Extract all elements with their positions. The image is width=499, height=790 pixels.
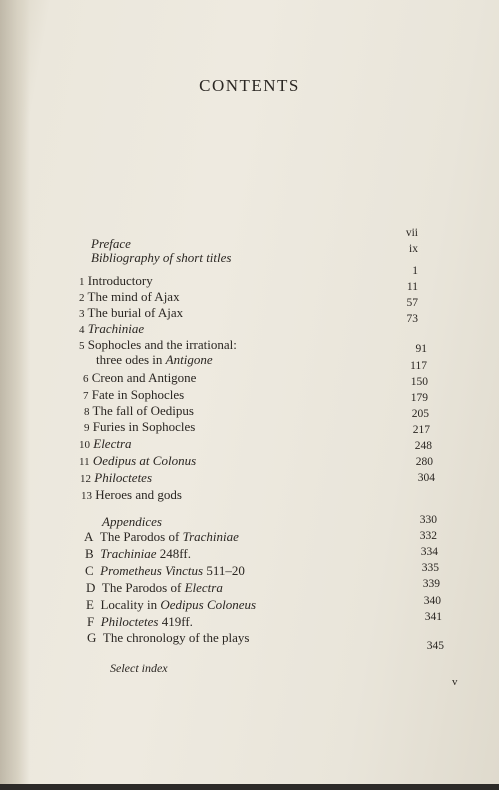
toc-chapter-13-page: 304: [417, 472, 435, 484]
toc-appendix-b-page: 334: [420, 546, 438, 558]
toc-appendix-a-page: 332: [419, 530, 437, 542]
page-folio: v: [452, 676, 458, 688]
toc-preface-page: vii: [405, 227, 418, 239]
toc-appendix-e: E Locality in Oedipus Coloneus: [86, 597, 257, 612]
toc-chapter-4: 4 Trachiniae: [79, 321, 145, 336]
toc-appendix-d: D The Parodos of Electra: [86, 580, 223, 595]
toc-chapter-11-page: 248: [414, 440, 432, 452]
page-bottom-edge: [0, 784, 499, 790]
toc-chapter-9-page: 205: [411, 408, 429, 420]
toc-bibliography: Bibliography of short titles: [91, 250, 232, 265]
toc-chapter-4-page: 73: [406, 313, 418, 325]
toc-appendix-e-page: 340: [423, 595, 441, 607]
toc-chapter-5-page: 91: [415, 343, 427, 355]
toc-appendices-page: 330: [419, 514, 437, 526]
toc-bibliography-page: ix: [409, 243, 418, 255]
toc-chapter-8: 8 The fall of Oedipus: [84, 403, 194, 418]
toc-chapter-5-line2: three odes in Antigone: [96, 352, 213, 367]
toc-chapter-7: 7 Fate in Sophocles: [83, 387, 185, 402]
toc-appendix-f: F Philoctetes 419ff.: [87, 614, 193, 629]
toc-preface: Preface: [91, 236, 131, 251]
toc-appendix-a: A The Parodos of Trachiniae: [84, 529, 239, 544]
toc-chapter-8-page: 179: [410, 392, 428, 404]
toc-chapter-3: 3 The burial of Ajax: [79, 305, 184, 320]
toc-appendix-c-page: 335: [421, 562, 439, 574]
toc-appendix-f-page: 341: [424, 611, 442, 623]
toc-chapter-13: 13 Heroes and gods: [81, 487, 182, 502]
toc-chapter-6: 6 Creon and Antigone: [83, 370, 197, 385]
toc-appendix-c: C Prometheus Vinctus 511–20: [85, 563, 245, 578]
toc-chapter-12-page: 280: [415, 456, 433, 468]
toc-chapter-7-page: 150: [410, 376, 428, 388]
toc-chapter-2-page: 11: [406, 281, 418, 293]
toc-appendix-g-page: 345: [426, 640, 444, 652]
toc-chapter-3-page: 57: [406, 297, 418, 309]
toc-chapter-11: 11 Oedipus at Colonus: [79, 453, 197, 468]
contents-title: CONTENTS: [199, 76, 300, 95]
toc-appendix-d-page: 339: [422, 578, 440, 590]
toc-appendix-b: B Trachiniae 248ff.: [85, 546, 191, 561]
toc-chapter-1: 1 Introductory: [79, 273, 153, 288]
toc-chapter-10-page: 217: [412, 424, 430, 436]
toc-select-index: Select index: [110, 661, 168, 675]
toc-chapter-1-page: 1: [412, 265, 418, 277]
toc-chapter-6-page: 117: [410, 360, 427, 372]
toc-appendix-g: G The chronology of the plays: [87, 630, 250, 645]
toc-chapter-12: 12 Philoctetes: [80, 470, 153, 485]
toc-chapter-10: 10 Electra: [79, 436, 132, 451]
toc-chapter-9: 9 Furies in Sophocles: [84, 419, 196, 434]
toc-appendices-heading: Appendices: [102, 514, 162, 529]
toc-chapter-2: 2 The mind of Ajax: [79, 289, 180, 304]
toc-chapter-5: 5 Sophocles and the irrational:: [79, 337, 237, 352]
page-gutter-shadow: [0, 0, 30, 790]
